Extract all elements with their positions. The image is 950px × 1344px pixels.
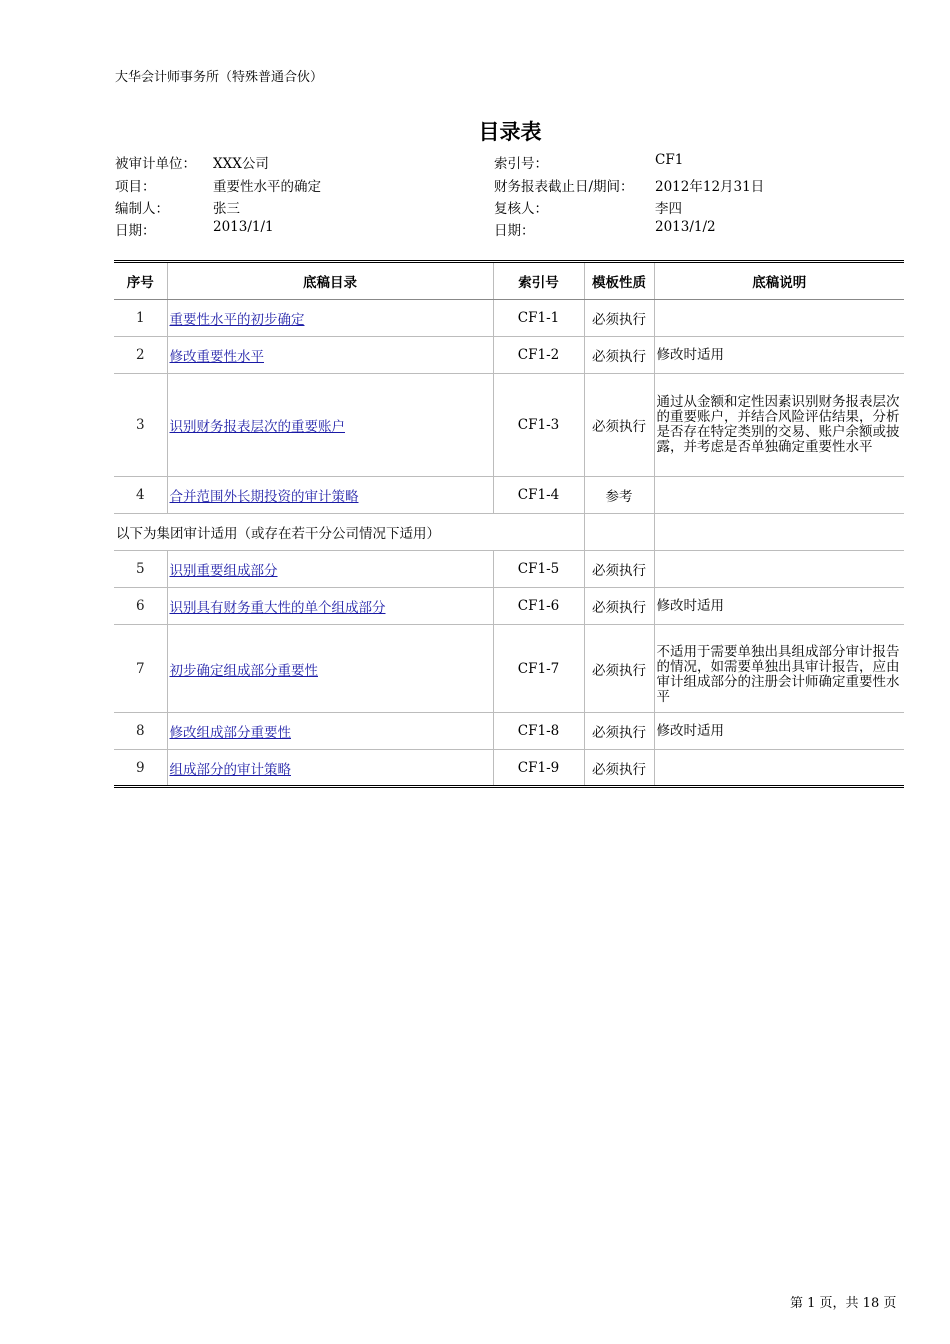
row-index: CF1-6 — [493, 588, 584, 625]
table-row — [114, 713, 904, 750]
row-type: 必须执行 — [584, 551, 654, 588]
row-draft — [167, 625, 493, 713]
reviewer-value: 李四 — [655, 201, 682, 217]
preparer-label: 编制人： — [115, 201, 169, 217]
firm-name: 大华会计师事务所（特殊普通合伙） — [115, 70, 324, 85]
section-empty-cell — [584, 514, 654, 551]
row-note — [654, 750, 904, 787]
header-type: 模板性质 — [584, 262, 654, 300]
row-note: 通过从金额和定性因素识别财务报表层次的重要账户，并结合风险评估结果，分析是否存在特定类别的交易、账户余额或披露，并考虑是否单独确定重要性水平 — [654, 374, 904, 477]
row-type: 必须执行 — [584, 374, 654, 477]
row-note — [654, 477, 904, 514]
preparer-value: 张三 — [213, 201, 240, 217]
period-label: 财务报表截止日/期间： — [494, 179, 634, 195]
row-note: 修改时适用 — [654, 588, 904, 625]
workpaper-index-table — [114, 260, 904, 788]
draft-link[interactable]: 识别财务报表层次的重要账户 — [169, 419, 345, 435]
row-no: 4 — [114, 477, 167, 514]
row-no: 8 — [114, 713, 167, 750]
table-row — [114, 300, 904, 337]
reviewer-label: 复核人： — [494, 201, 548, 217]
row-no: 9 — [114, 750, 167, 787]
table-row — [114, 750, 904, 787]
row-note: 修改时适用 — [654, 337, 904, 374]
draft-link[interactable]: 修改组成部分重要性 — [169, 725, 291, 741]
header-draft: 底稿目录 — [167, 262, 493, 300]
draft-link[interactable]: 初步确定组成部分重要性 — [169, 662, 318, 679]
row-index: CF1-1 — [493, 300, 584, 337]
draft-link[interactable]: 重要性水平的初步确定 — [169, 312, 305, 328]
header-index: 索引号 — [493, 262, 584, 300]
row-note: 不适用于需要单独出具组成部分审计报告的情况，如需要单独出具审计报告，应由审计组成部分的注册会计师确定重要性水平 — [654, 625, 904, 713]
date-label: 日期： — [115, 223, 156, 239]
row-index: CF1-8 — [493, 713, 584, 750]
row-no: 1 — [114, 300, 167, 337]
section-empty-cell — [654, 514, 904, 551]
row-draft — [167, 713, 493, 750]
index-value: CF1 — [655, 152, 684, 168]
page-number: 第 1 页，共 18 页 — [790, 1296, 897, 1311]
table-row — [114, 374, 904, 477]
row-index: CF1-9 — [493, 750, 584, 787]
draft-link[interactable]: 修改重要性水平 — [169, 349, 264, 365]
row-index: CF1-7 — [493, 625, 584, 713]
row-draft — [167, 551, 493, 588]
row-draft — [167, 374, 493, 477]
date-value: 2013/1/1 — [213, 219, 274, 235]
row-no: 3 — [114, 374, 167, 477]
row-draft — [167, 337, 493, 374]
row-type: 必须执行 — [584, 300, 654, 337]
table-row — [114, 337, 904, 374]
row-type: 参考 — [584, 477, 654, 514]
row-type: 必须执行 — [584, 625, 654, 713]
row-note: 修改时适用 — [654, 713, 904, 750]
row-index: CF1-2 — [493, 337, 584, 374]
review-date-label: 日期： — [494, 223, 535, 239]
row-note — [654, 551, 904, 588]
entity-label: 被审计单位： — [115, 156, 196, 172]
entity-value: XXX公司 — [213, 156, 269, 172]
row-type: 必须执行 — [584, 713, 654, 750]
row-type: 必须执行 — [584, 588, 654, 625]
section-row — [114, 514, 904, 551]
row-no: 5 — [114, 551, 167, 588]
row-type: 必须执行 — [584, 337, 654, 374]
table-row — [114, 625, 904, 713]
draft-link[interactable]: 合并范围外长期投资的审计策略 — [169, 489, 359, 505]
draft-link[interactable]: 识别具有财务重大性的单个组成部分 — [169, 600, 386, 616]
section-label: 以下为集团审计适用（或存在若干分公司情况下适用） — [114, 514, 584, 551]
table-header-row — [114, 262, 904, 300]
header-no: 序号 — [114, 262, 167, 300]
draft-link[interactable]: 识别重要组成部分 — [169, 563, 278, 579]
row-no: 2 — [114, 337, 167, 374]
period-value: 2012年12月31日 — [655, 179, 765, 195]
row-no: 7 — [114, 625, 167, 713]
project-value: 重要性水平的确定 — [213, 179, 321, 195]
row-draft — [167, 750, 493, 787]
row-index: CF1-5 — [493, 551, 584, 588]
table-row — [114, 588, 904, 625]
project-label: 项目： — [115, 179, 156, 195]
table-row — [114, 477, 904, 514]
header-note: 底稿说明 — [654, 262, 904, 300]
row-type: 必须执行 — [584, 750, 654, 787]
table-row — [114, 551, 904, 588]
row-draft — [167, 300, 493, 337]
row-no: 6 — [114, 588, 167, 625]
row-note — [654, 300, 904, 337]
review-date-value: 2013/1/2 — [655, 219, 716, 235]
page-title: 目录表 — [478, 120, 542, 144]
index-label: 索引号： — [494, 156, 548, 172]
draft-link[interactable]: 组成部分的审计策略 — [169, 761, 291, 778]
row-draft — [167, 588, 493, 625]
row-draft — [167, 477, 493, 514]
row-index: CF1-4 — [493, 477, 584, 514]
row-index: CF1-3 — [493, 374, 584, 477]
